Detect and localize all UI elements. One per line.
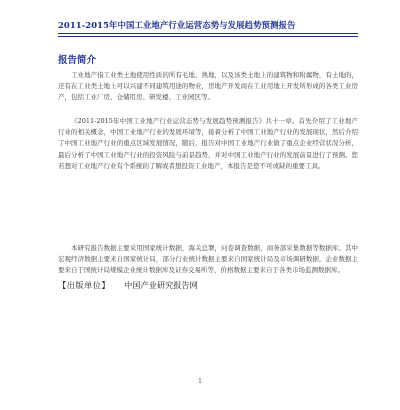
title-rule — [58, 33, 358, 34]
publisher-line — [58, 280, 198, 291]
section-heading: 报告简介 — [58, 55, 97, 66]
report-title: 2011-2015年中国工业地产行业运营态势与发展趋势预测报告 — [58, 20, 296, 30]
paragraph-intro: 工业地产指工业类土地使用性质的所有毛地、熟地，以及该类土地上的建筑物和附属物，有土地的，还有在工业类土地上可以兴建不同建筑用途的物业，房地产开发商在工业用地上开发所形成的各类工业房产，包括工业厂房、仓储用房、研发楼、工业园区等。 — [58, 71, 358, 102]
paragraph-contents: 《2011-2015年中国工业地产行业运营态势与发展趋势预测报告》共十一章。首先介绍了工业地产行业的相关概念，中国工业地产行业的发展环境等，接着分析了中国工业地产行业的发展现状，然后介绍了中国工业地产行业的重点区域发展情况，随后，报告对中国工业地产行业做了重点企业经营状况分析，最后分析了中国工业地产行业的投资风险与前景趋势，并对中国工业地产行业的发展前景进行了预测。您若想对工业地产行业有个系统的了解或者想投资工业地产，本报告是您不可或缺的重要工具。 — [58, 117, 358, 170]
page-number: 1 — [198, 378, 202, 385]
publisher-name: 中国产业研究报告网 — [124, 280, 198, 290]
title-rule-thin — [58, 36, 358, 37]
publisher-label: 【出版单位】 — [58, 280, 111, 290]
paragraph-data-sources: 本研究报告数据主要采用国家统计数据，海关总署，问卷调查数据，商务部采集数据等数据库。其中宏观经济数据主要来自国家统计局，部分行业统计数据主要来自国家统计局及市场调研数据，企业数据主要来自于国统计局规模企业统计数据库及证券交易所等，价格数据主要来自于各类市场监测数据库。 — [58, 244, 358, 275]
